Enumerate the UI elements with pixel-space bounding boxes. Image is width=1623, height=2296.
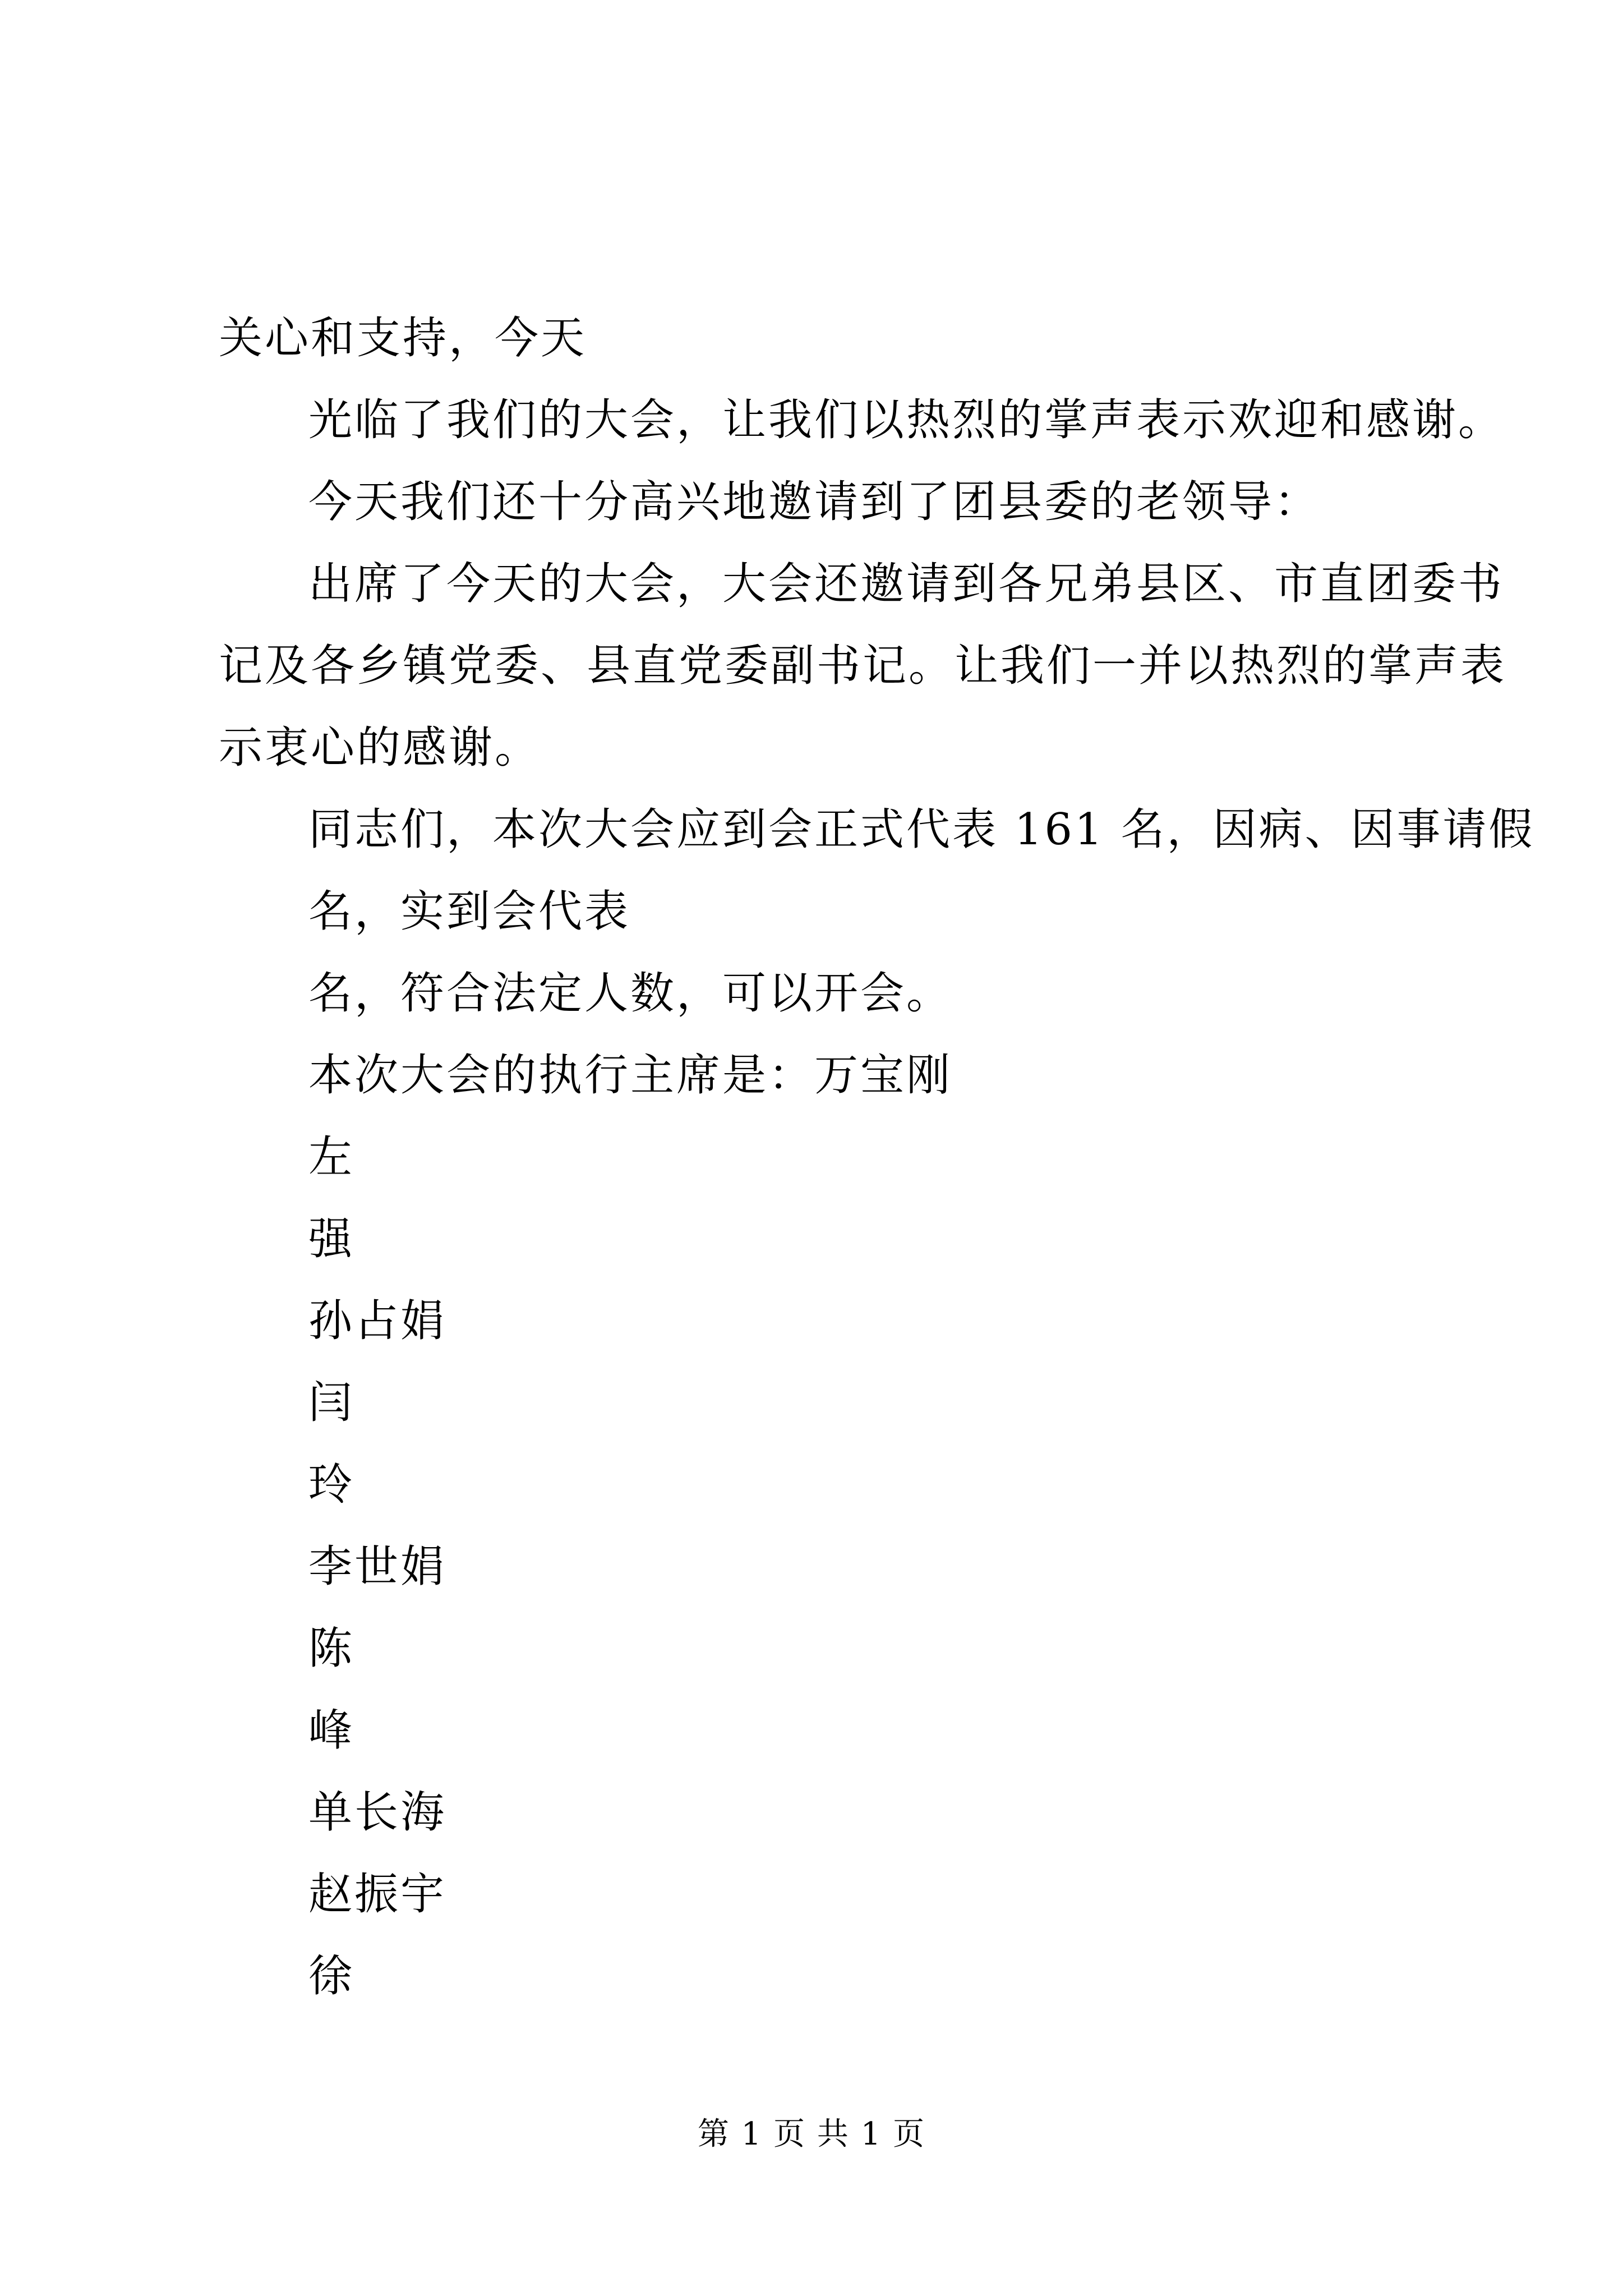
page-number-label: 第 1 页 共 1 页 xyxy=(697,2116,926,2152)
chair-name-line: 李世娟 xyxy=(308,1542,447,1592)
page-footer xyxy=(0,2115,1623,2154)
chair-name-line: 陈 xyxy=(308,1623,355,1674)
chair-name-line: 强 xyxy=(308,1214,355,1264)
body-line: 名，符合法定人数，可以开会。 xyxy=(308,968,953,1019)
chair-name-line: 闫 xyxy=(308,1378,355,1428)
body-line: 名，实到会代表 xyxy=(308,886,631,937)
chair-name-line: 单长海 xyxy=(308,1787,447,1838)
body-line: 今天我们还十分高兴地邀请到了团县委的老领导： xyxy=(308,477,1321,527)
chair-name-line: 孙占娟 xyxy=(308,1296,447,1346)
body-line: 示衷心的感谢。 xyxy=(219,723,541,773)
body-line: 出席了今天的大会，大会还邀请到各兄弟县区、市直团委书 xyxy=(308,559,1505,609)
body-line: 关心和支持，今天 xyxy=(219,313,587,364)
chair-name-line: 玲 xyxy=(308,1460,355,1510)
body-line: 本次大会的执行主席是：万宝刚 xyxy=(308,1050,953,1101)
body-line: 光临了我们的大会，让我们以热烈的掌声表示欢迎和感谢。 xyxy=(308,395,1505,445)
chair-name-line: 赵振宇 xyxy=(308,1869,447,1920)
chair-name-line: 左 xyxy=(308,1132,355,1182)
document-body xyxy=(219,297,1535,2017)
chair-name-line: 峰 xyxy=(308,1705,355,1756)
body-line: 同志们，本次大会应到会正式代表 161 名，因病、因事请假 xyxy=(308,804,1535,855)
body-line: 记及各乡镇党委、县直党委副书记。让我们一并以热烈的掌声表 xyxy=(219,641,1507,691)
chair-name-line: 徐 xyxy=(308,1951,355,2001)
